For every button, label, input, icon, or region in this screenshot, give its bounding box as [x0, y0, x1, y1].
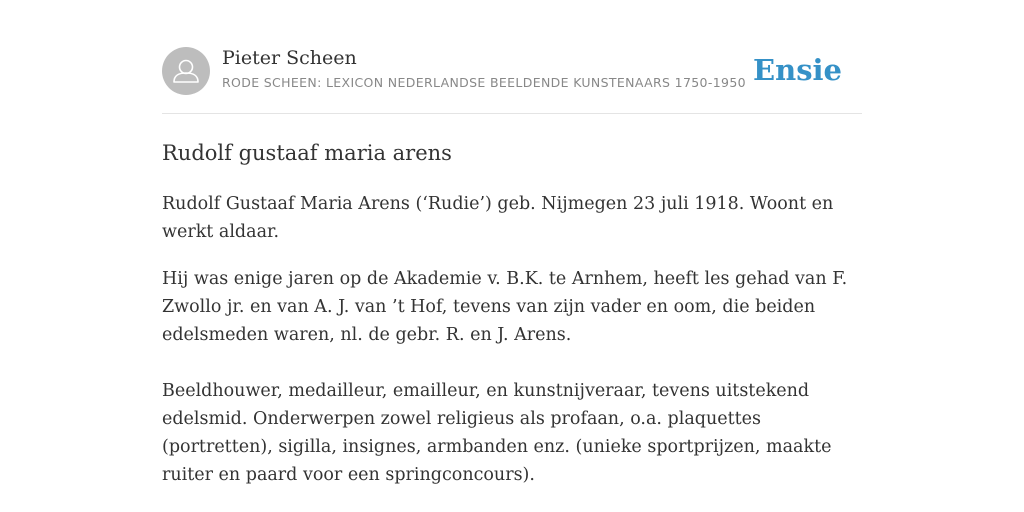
user-placeholder-icon — [162, 47, 210, 95]
header-divider — [162, 113, 862, 114]
author-name[interactable]: Pieter Scheen — [222, 47, 357, 69]
article-body — [162, 190, 862, 489]
source-label[interactable]: RODE SCHEEN: LEXICON NEDERLANDSE BEELDENDE KUNSTENAARS 1750-1950 — [222, 75, 746, 90]
paragraph: Beeldhouwer, medailleur, emailleur, en kunstnijveraar, tevens uitstekend edelsmid. Onderwerpen zowel religieus als profaan, o.a. plaquettes (portretten), sigilla, insignes, armbanden enz. (unieke sportprijzen, maakte ruiter en paard voor een springconcours). — [162, 381, 832, 485]
article-header — [162, 46, 862, 96]
ensie-logo[interactable]: Ensie — [753, 53, 842, 87]
paragraph: Rudolf Gustaaf Maria Arens (‘Rudie’) geb. Nijmegen 23 juli 1918. Woont en werkt aldaar. — [162, 194, 834, 242]
avatar — [162, 47, 210, 95]
page-title: Rudolf gustaaf maria arens — [162, 141, 452, 165]
paragraph: Hij was enige jaren op de Akademie v. B.K. te Arnhem, heeft les gehad van F. Zwollo jr. en van A. J. van ’t Hof, tevens van zijn vader en oom, die beiden edelsmeden waren, nl. de gebr. R. en J. Arens. — [162, 269, 848, 345]
